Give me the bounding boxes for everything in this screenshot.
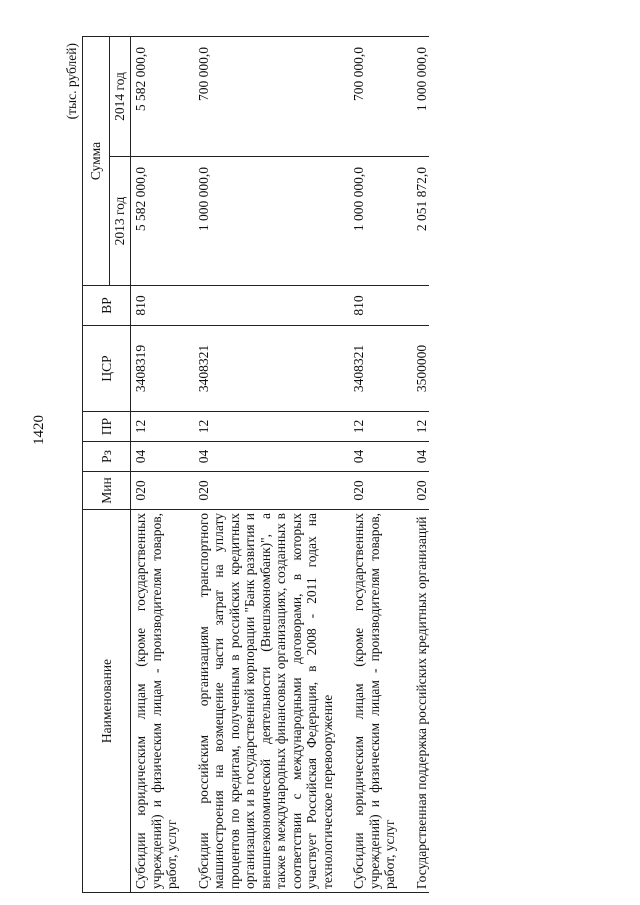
row-min: 020 xyxy=(131,472,180,510)
table-row xyxy=(194,36,336,892)
header-min: Мин xyxy=(83,472,131,510)
row-2014: 700 000,0 xyxy=(194,36,336,156)
row-name: Субсидии российским организациям транспортного машиностроения на возмещение части затрат на уплату процентов по кредитам, полученным в российских кредитных организациях и в государственной корпорации "Банк развития и внешнеэкономической деятельности (Внешэкономбанк)", а также в международных финансовых организациях, созданных в соответствии с международными договорами, в которых участвует Российская Федерация, в 2008 - 2011 годах на технологическое перевооружение xyxy=(194,510,336,893)
table-row xyxy=(349,36,398,892)
row-pr: 12 xyxy=(194,412,336,442)
row-csr: 3408321 xyxy=(349,326,398,412)
row-rz: 04 xyxy=(194,442,336,472)
header-name: Наименование xyxy=(83,510,131,893)
header-2014: 2014 год xyxy=(110,36,131,156)
row-vr: 810 xyxy=(131,286,180,326)
row-2014: 1 000 000,0 xyxy=(412,36,430,156)
row-pr: 12 xyxy=(349,412,398,442)
row-2013: 2 051 872,0 xyxy=(412,157,430,286)
header-pr: ПР xyxy=(83,412,131,442)
row-rz: 04 xyxy=(131,442,180,472)
row-rz: 04 xyxy=(412,442,430,472)
row-min: 020 xyxy=(349,472,398,510)
row-name: Субсидии юридическим лицам (кроме государственных учреждений) и физическим лицам - производителям товаров, работ, услуг xyxy=(349,510,398,893)
row-rz: 04 xyxy=(349,442,398,472)
row-2013: 5 582 000,0 xyxy=(131,157,180,286)
budget-table xyxy=(82,36,429,893)
header-rz: Рз xyxy=(83,442,131,472)
row-vr xyxy=(194,286,336,326)
units-label: (тыс. рублей) xyxy=(64,43,79,120)
page-number: 1420 xyxy=(31,415,47,445)
row-2014: 5 582 000,0 xyxy=(131,36,180,156)
row-csr: 3408321 xyxy=(194,326,336,412)
row-name: Государственная поддержка российских кредитных организаций xyxy=(412,510,430,893)
table-row xyxy=(412,36,430,892)
row-vr: 810 xyxy=(349,286,398,326)
table-row xyxy=(131,36,180,892)
row-pr: 12 xyxy=(412,412,430,442)
row-min: 020 xyxy=(194,472,336,510)
header-csr: ЦСР xyxy=(83,326,131,412)
row-2014: 700 000,0 xyxy=(349,36,398,156)
header-2013: 2013 год xyxy=(110,157,131,286)
row-csr: 3408319 xyxy=(131,326,180,412)
row-2013: 1 000 000,0 xyxy=(349,157,398,286)
budget-table-sheet xyxy=(64,37,526,893)
row-name: Субсидии юридическим лицам (кроме государственных учреждений) и физическим лицам - производителям товаров, работ, услуг xyxy=(131,510,180,893)
row-pr: 12 xyxy=(131,412,180,442)
row-min: 020 xyxy=(412,472,430,510)
row-vr xyxy=(412,286,430,326)
header-sum: Сумма xyxy=(83,36,110,285)
row-csr: 3500000 xyxy=(412,326,430,412)
row-2013: 1 000 000,0 xyxy=(194,157,336,286)
header-vr: ВР xyxy=(83,286,131,326)
